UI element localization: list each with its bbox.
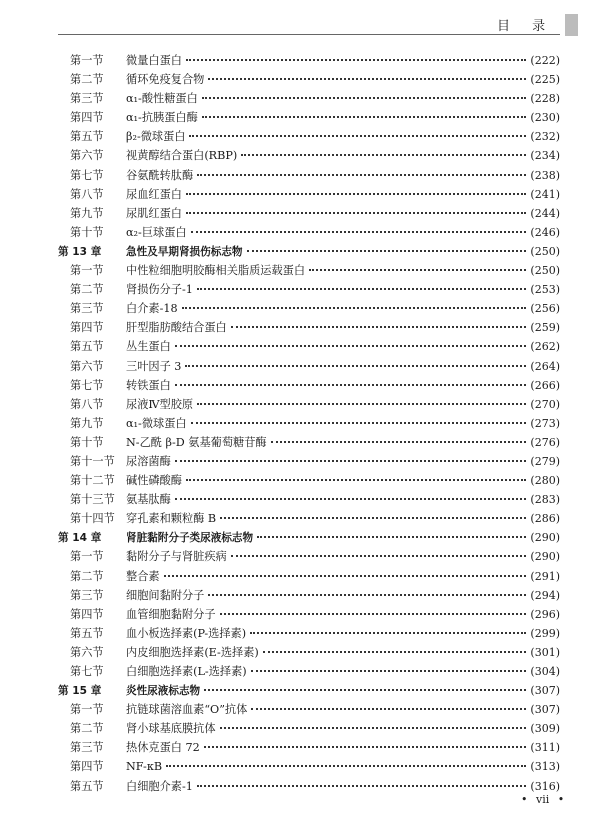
toc-entry-number: 第七节 <box>70 168 104 182</box>
toc-entry-number: 第一节 <box>70 703 104 717</box>
toc-entry-page: (290) <box>530 531 560 545</box>
toc-entry-title: α₁-酸性糖蛋白 <box>126 92 198 106</box>
toc-section-row[interactable] <box>58 204 560 223</box>
toc-section-row[interactable] <box>58 471 560 490</box>
page-footer <box>516 793 569 806</box>
toc-entry-title: 肾小球基底膜抗体 <box>126 722 216 736</box>
toc-entry-title: 内皮细胞选择素(E-选择素) <box>126 645 259 659</box>
toc-entry-title: 穿孔素和颗粒酶 B <box>126 512 217 526</box>
toc-dot-leader <box>220 613 527 615</box>
toc-entry-number: 第四节 <box>70 607 104 621</box>
toc-entry-number: 第六节 <box>70 645 104 659</box>
toc-dot-leader <box>182 307 527 309</box>
toc-entry-page: (283) <box>530 493 560 507</box>
toc-entry-title: 炎性尿液标志物 <box>126 685 201 698</box>
toc-section-row[interactable] <box>58 261 560 280</box>
toc-section-row[interactable] <box>58 51 560 70</box>
toc-entry-title: 尿溶菌酶 <box>126 454 171 468</box>
toc-entry-title: 丛生蛋白 <box>126 340 171 354</box>
toc-entry-number: 第九节 <box>70 206 104 220</box>
toc-entry-number: 第四节 <box>70 760 104 774</box>
toc-section-row[interactable] <box>58 357 560 376</box>
running-header-title: 目 录 <box>497 19 555 34</box>
toc-entry-title: 循环免疫复合物 <box>126 73 205 87</box>
toc-dot-leader <box>204 746 527 748</box>
toc-entry-page: (307) <box>530 684 560 698</box>
toc-section-row[interactable] <box>58 108 560 127</box>
toc-entry-page: (299) <box>530 626 560 640</box>
toc-entry-title: 碱性磷酸酶 <box>126 474 182 488</box>
toc-entry-page: (253) <box>530 283 560 297</box>
toc-section-row[interactable] <box>58 146 560 165</box>
toc-entry-number: 第二节 <box>70 73 104 87</box>
toc-entry-page: (256) <box>530 302 560 316</box>
toc-dot-leader <box>247 250 527 252</box>
toc-dot-leader <box>250 632 526 634</box>
toc-section-row[interactable] <box>58 662 560 681</box>
toc-entry-page: (280) <box>530 474 560 488</box>
toc-chapter-row[interactable] <box>58 242 560 261</box>
toc-entry-number: 第二节 <box>70 569 104 583</box>
toc-dot-leader <box>197 174 526 176</box>
toc-entry-page: (222) <box>530 54 560 67</box>
toc-entry-title: 热休克蛋白 72 <box>126 741 200 755</box>
toc-entry-title: 肾损伤分子-1 <box>126 283 193 297</box>
toc-section-row[interactable] <box>58 452 560 471</box>
toc-entry-title: 尿肌红蛋白 <box>126 206 182 220</box>
toc-entry-page: (259) <box>530 321 560 335</box>
toc-section-row[interactable] <box>58 166 560 185</box>
toc-entry-page: (286) <box>530 512 560 526</box>
toc-entry-number: 第二节 <box>70 722 104 736</box>
toc-entry-page: (291) <box>530 569 560 583</box>
toc-dot-leader <box>175 384 527 386</box>
toc-dot-leader <box>197 403 526 405</box>
toc-dot-leader <box>251 708 526 710</box>
toc-entry-number: 第四节 <box>70 321 104 335</box>
toc-entry-number: 第三节 <box>70 588 104 602</box>
toc-section-row[interactable] <box>58 490 560 509</box>
toc-chapter-row[interactable] <box>58 528 560 547</box>
toc-entry-title: 整合素 <box>126 569 160 583</box>
toc-entry-page: (262) <box>530 340 560 354</box>
toc-entry-page: (313) <box>530 760 560 774</box>
toc-dot-leader <box>186 59 526 61</box>
toc-section-row[interactable] <box>58 509 560 528</box>
toc-entry-number: 第七节 <box>70 665 104 678</box>
toc-entry-number: 第八节 <box>70 187 104 201</box>
toc-entry-title: 视黄醇结合蛋白(RBP) <box>126 149 238 163</box>
toc-dot-leader <box>263 651 527 653</box>
toc-section-row[interactable] <box>58 643 560 662</box>
toc-entry-number: 第三节 <box>70 92 104 106</box>
toc-dot-leader <box>208 594 526 596</box>
toc-entry-number: 第三节 <box>70 302 104 316</box>
toc-dot-leader <box>175 345 527 347</box>
toc-entry-page: (311) <box>530 741 560 755</box>
toc-entry-page: (276) <box>530 435 560 449</box>
toc-entry-page: (246) <box>530 225 560 239</box>
toc-entry-title: 尿液Ⅳ型胶原 <box>126 397 194 411</box>
toc-entry-title: β₂-微球蛋白 <box>126 130 186 144</box>
toc-entry-page: (234) <box>530 149 560 163</box>
toc-section-row[interactable] <box>58 89 560 108</box>
toc-section-row[interactable] <box>58 624 560 643</box>
toc-entry-number: 第十一节 <box>70 454 115 468</box>
toc-entry-page: (294) <box>530 588 560 602</box>
toc-entry-page: (241) <box>530 187 560 201</box>
toc-dot-leader <box>202 116 527 118</box>
toc-entry-title: α₁-抗胰蛋白酶 <box>126 111 198 125</box>
toc-dot-leader <box>257 536 526 538</box>
toc-section-row[interactable] <box>58 777 560 796</box>
toc-entry-title: α₂-巨球蛋白 <box>126 225 187 239</box>
footer-page-number: vii <box>536 793 550 806</box>
toc-entry-number: 第五节 <box>70 130 104 144</box>
toc-entry-title: 黏附分子与肾脏疾病 <box>126 550 227 564</box>
toc-entry-number: 第五节 <box>70 340 104 354</box>
toc-dot-leader <box>166 765 526 767</box>
table-of-contents <box>58 51 560 796</box>
toc-entry-page: (296) <box>530 607 560 621</box>
toc-section-row[interactable] <box>58 337 560 356</box>
toc-entry-page: (316) <box>530 779 560 793</box>
toc-entry-title: 血小板选择素(P-选择素) <box>126 626 247 640</box>
toc-chapter-row[interactable] <box>58 681 560 700</box>
toc-section-row[interactable] <box>58 223 560 242</box>
toc-entry-number: 第 13 章 <box>58 245 102 258</box>
toc-section-row[interactable] <box>58 299 560 318</box>
toc-dot-leader <box>175 498 527 500</box>
toc-entry-title: 谷氨酰转肽酶 <box>126 168 194 182</box>
toc-entry-title: 细胞间黏附分子 <box>126 588 205 602</box>
toc-entry-number: 第 15 章 <box>58 685 102 698</box>
toc-entry-number: 第 14 章 <box>58 532 102 545</box>
toc-section-row[interactable] <box>58 280 560 299</box>
toc-dot-leader <box>220 727 527 729</box>
toc-entry-number: 第五节 <box>70 779 104 793</box>
toc-section-row[interactable] <box>58 586 560 605</box>
toc-dot-leader <box>186 193 526 195</box>
toc-entry-number: 第七节 <box>70 378 104 392</box>
toc-entry-title: 肾脏黏附分子类尿液标志物 <box>126 532 254 545</box>
header-tab-marker <box>565 14 578 36</box>
toc-dot-leader <box>186 479 526 481</box>
toc-section-row[interactable] <box>58 567 560 586</box>
toc-entry-title: 中性粒细胞明胶酶相关脂质运载蛋白 <box>126 264 306 278</box>
toc-entry-page: (266) <box>530 378 560 392</box>
toc-entry-title: 白细胞选择素(L-选择素) <box>126 665 247 678</box>
toc-dot-leader <box>186 212 526 214</box>
toc-section-row[interactable] <box>58 414 560 433</box>
toc-dot-leader <box>197 288 527 290</box>
toc-section-row[interactable] <box>58 127 560 146</box>
footer-bullet-right: • <box>557 793 565 806</box>
toc-entry-page: (244) <box>530 206 560 220</box>
toc-dot-leader <box>309 269 526 271</box>
toc-dot-leader <box>164 575 527 577</box>
header-rule <box>58 34 560 35</box>
toc-entry-page: (230) <box>530 111 560 125</box>
toc-entry-page: (304) <box>530 665 560 678</box>
toc-entry-title: α₁-微球蛋白 <box>126 416 187 430</box>
toc-dot-leader <box>241 154 526 156</box>
toc-entry-title: 肝型脂肪酸结合蛋白 <box>126 321 227 335</box>
toc-entry-number: 第三节 <box>70 741 104 755</box>
toc-section-row[interactable] <box>58 318 560 337</box>
toc-entry-title: 白细胞介素-1 <box>126 779 193 793</box>
toc-entry-title: 血管细胞黏附分子 <box>126 607 216 621</box>
toc-section-row[interactable] <box>58 757 560 776</box>
toc-dot-leader <box>231 555 527 557</box>
toc-entry-page: (225) <box>530 73 560 87</box>
toc-section-row[interactable] <box>58 70 560 89</box>
toc-entry-page: (228) <box>530 92 560 106</box>
toc-dot-leader <box>175 460 527 462</box>
toc-entry-page: (273) <box>530 416 560 430</box>
toc-dot-leader <box>197 785 527 787</box>
toc-section-row[interactable] <box>58 605 560 624</box>
toc-entry-number: 第二节 <box>70 283 104 297</box>
toc-entry-number: 第一节 <box>70 264 104 278</box>
toc-entry-page: (301) <box>530 645 560 659</box>
toc-entry-number: 第十三节 <box>70 493 115 507</box>
footer-bullet-left: • <box>521 793 528 806</box>
toc-dot-leader <box>204 689 526 691</box>
toc-dot-leader <box>189 135 526 137</box>
toc-dot-leader <box>231 326 527 328</box>
toc-entry-number: 第十节 <box>70 435 104 449</box>
toc-entry-page: (250) <box>530 244 560 258</box>
toc-entry-page: (270) <box>530 397 560 411</box>
toc-entry-number: 第一节 <box>70 54 104 67</box>
toc-entry-title: 抗链球菌溶血素“O”抗体 <box>126 703 248 717</box>
toc-entry-number: 第一节 <box>70 550 104 564</box>
toc-entry-number: 第十节 <box>70 225 104 239</box>
toc-section-row[interactable] <box>58 185 560 204</box>
toc-dot-leader <box>202 97 527 99</box>
toc-entry-page: (232) <box>530 130 560 144</box>
toc-entry-page: (309) <box>530 722 560 736</box>
toc-entry-title: 尿血红蛋白 <box>126 187 182 201</box>
toc-entry-title: NF-κB <box>126 760 163 774</box>
toc-section-row[interactable] <box>58 547 560 566</box>
toc-dot-leader <box>251 670 527 672</box>
toc-entry-number: 第四节 <box>70 111 104 125</box>
toc-entry-page: (250) <box>530 264 560 278</box>
toc-entry-title: 急性及早期肾损伤标志物 <box>126 245 243 258</box>
toc-entry-number: 第六节 <box>70 359 104 373</box>
toc-entry-page: (290) <box>530 550 560 564</box>
toc-dot-leader <box>220 517 526 519</box>
toc-dot-leader <box>208 78 526 80</box>
toc-entry-page: (307) <box>530 703 560 717</box>
toc-section-row[interactable] <box>58 738 560 757</box>
toc-entry-number: 第六节 <box>70 149 104 163</box>
toc-entry-page: (264) <box>530 359 560 373</box>
toc-dot-leader <box>271 441 527 443</box>
toc-entry-page: (279) <box>530 454 560 468</box>
toc-section-row[interactable] <box>58 395 560 414</box>
toc-dot-leader <box>185 365 526 367</box>
toc-entry-title: 白介素-18 <box>126 302 178 316</box>
toc-entry-title: N-乙酰 β-D 氨基葡萄糖苷酶 <box>126 435 267 449</box>
toc-entry-page: (238) <box>530 168 560 182</box>
toc-section-row[interactable] <box>58 433 560 452</box>
toc-entry-number: 第十四节 <box>70 512 115 526</box>
toc-entry-title: 微量白蛋白 <box>126 54 182 67</box>
toc-section-row[interactable] <box>58 376 560 395</box>
toc-entry-number: 第八节 <box>70 397 104 411</box>
toc-entry-number: 第十二节 <box>70 474 115 488</box>
toc-entry-number: 第九节 <box>70 416 104 430</box>
toc-entry-number: 第五节 <box>70 626 104 640</box>
toc-section-row[interactable] <box>58 719 560 738</box>
toc-entry-title: 转铁蛋白 <box>126 378 171 392</box>
toc-entry-title: 三叶因子 3 <box>126 359 182 373</box>
toc-entry-title: 氨基肽酶 <box>126 493 171 507</box>
toc-dot-leader <box>191 422 527 424</box>
toc-dot-leader <box>191 231 527 233</box>
toc-section-row[interactable] <box>58 700 560 719</box>
